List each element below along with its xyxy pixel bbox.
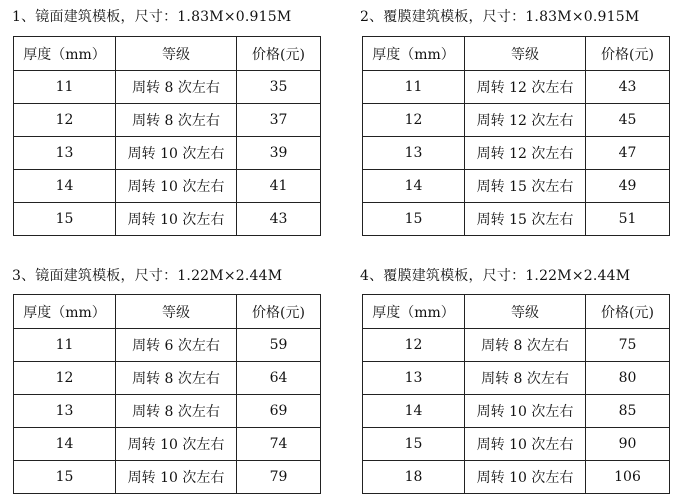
cell-grade: 周转 10 次左右 <box>465 461 586 494</box>
cell-grade: 周转 8 次左右 <box>465 329 586 362</box>
table-row <box>14 428 321 461</box>
header-thickness: 厚度（mm） <box>363 37 465 71</box>
table-header-row <box>14 37 321 71</box>
cell-grade: 周转 8 次左右 <box>116 71 237 104</box>
cell-grade: 周转 12 次左右 <box>465 137 586 170</box>
table-header-row <box>14 295 321 329</box>
table-row <box>14 461 321 494</box>
cell-price: 45 <box>586 104 670 137</box>
cell-price: 47 <box>586 137 670 170</box>
table-row <box>363 104 670 137</box>
cell-grade: 周转 12 次左右 <box>465 71 586 104</box>
cell-grade: 周转 10 次左右 <box>116 203 237 236</box>
table-row <box>363 203 670 236</box>
cell-grade: 周转 8 次左右 <box>116 395 237 428</box>
cell-thickness: 15 <box>14 461 116 494</box>
table-row <box>363 461 670 494</box>
cell-price: 39 <box>237 137 321 170</box>
table-row <box>14 203 321 236</box>
cell-price: 37 <box>237 104 321 137</box>
cell-price: 41 <box>237 170 321 203</box>
cell-thickness: 11 <box>14 329 116 362</box>
table-row <box>363 71 670 104</box>
cell-price: 59 <box>237 329 321 362</box>
price-table-2 <box>362 36 670 236</box>
cell-grade: 周转 8 次左右 <box>116 362 237 395</box>
cell-price: 74 <box>237 428 321 461</box>
cell-price: 35 <box>237 71 321 104</box>
price-table-3 <box>13 294 321 494</box>
cell-grade: 周转 15 次左右 <box>465 203 586 236</box>
header-grade: 等级 <box>116 37 237 71</box>
cell-price: 49 <box>586 170 670 203</box>
table-row <box>14 329 321 362</box>
table-3-title: 3、镜面建筑模板，尺寸：1.22M×2.44M <box>12 268 283 284</box>
cell-price: 51 <box>586 203 670 236</box>
cell-thickness: 14 <box>363 170 465 203</box>
header-price: 价格(元) <box>586 37 670 71</box>
table-header-row <box>363 37 670 71</box>
table-row <box>14 170 321 203</box>
cell-grade: 周转 8 次左右 <box>465 362 586 395</box>
cell-grade: 周转 10 次左右 <box>465 428 586 461</box>
header-thickness: 厚度（mm） <box>14 37 116 71</box>
cell-thickness: 15 <box>14 203 116 236</box>
header-thickness: 厚度（mm） <box>363 295 465 329</box>
cell-grade: 周转 10 次左右 <box>465 395 586 428</box>
table-row <box>14 104 321 137</box>
cell-thickness: 13 <box>14 395 116 428</box>
cell-grade: 周转 10 次左右 <box>116 170 237 203</box>
table-row <box>14 362 321 395</box>
cell-thickness: 12 <box>363 329 465 362</box>
cell-thickness: 14 <box>363 395 465 428</box>
header-grade: 等级 <box>116 295 237 329</box>
cell-price: 69 <box>237 395 321 428</box>
cell-price: 85 <box>586 395 670 428</box>
cell-grade: 周转 10 次左右 <box>116 137 237 170</box>
table-2-title: 2、覆膜建筑模板，尺寸：1.83M×0.915M <box>360 9 640 25</box>
cell-thickness: 12 <box>14 104 116 137</box>
cell-thickness: 13 <box>363 137 465 170</box>
table-row <box>363 137 670 170</box>
table-row <box>363 329 670 362</box>
cell-thickness: 11 <box>363 71 465 104</box>
cell-grade: 周转 12 次左右 <box>465 104 586 137</box>
header-price: 价格(元) <box>237 295 321 329</box>
table-row <box>14 395 321 428</box>
cell-price: 43 <box>237 203 321 236</box>
cell-price: 79 <box>237 461 321 494</box>
cell-price: 64 <box>237 362 321 395</box>
cell-price: 106 <box>586 461 670 494</box>
cell-thickness: 15 <box>363 428 465 461</box>
table-header-row <box>363 295 670 329</box>
header-grade: 等级 <box>465 37 586 71</box>
cell-price: 43 <box>586 71 670 104</box>
cell-thickness: 13 <box>14 137 116 170</box>
cell-thickness: 13 <box>363 362 465 395</box>
price-table-1 <box>13 36 321 236</box>
table-row <box>363 428 670 461</box>
price-table-4 <box>362 294 670 494</box>
cell-thickness: 18 <box>363 461 465 494</box>
cell-thickness: 11 <box>14 71 116 104</box>
cell-thickness: 14 <box>14 428 116 461</box>
cell-grade: 周转 10 次左右 <box>116 461 237 494</box>
cell-grade: 周转 6 次左右 <box>116 329 237 362</box>
header-price: 价格(元) <box>237 37 321 71</box>
header-thickness: 厚度（mm） <box>14 295 116 329</box>
table-1-title: 1、镜面建筑模板，尺寸：1.83M×0.915M <box>12 9 292 25</box>
cell-price: 80 <box>586 362 670 395</box>
cell-price: 90 <box>586 428 670 461</box>
header-price: 价格(元) <box>586 295 670 329</box>
cell-thickness: 14 <box>14 170 116 203</box>
table-row <box>14 71 321 104</box>
cell-thickness: 15 <box>363 203 465 236</box>
table-row <box>363 170 670 203</box>
cell-thickness: 12 <box>14 362 116 395</box>
header-grade: 等级 <box>465 295 586 329</box>
table-row <box>14 137 321 170</box>
cell-thickness: 12 <box>363 104 465 137</box>
cell-grade: 周转 10 次左右 <box>116 428 237 461</box>
cell-price: 75 <box>586 329 670 362</box>
table-row <box>363 395 670 428</box>
cell-grade: 周转 8 次左右 <box>116 104 237 137</box>
table-4-title: 4、覆膜建筑模板，尺寸：1.22M×2.44M <box>360 268 631 284</box>
table-row <box>363 362 670 395</box>
cell-grade: 周转 15 次左右 <box>465 170 586 203</box>
